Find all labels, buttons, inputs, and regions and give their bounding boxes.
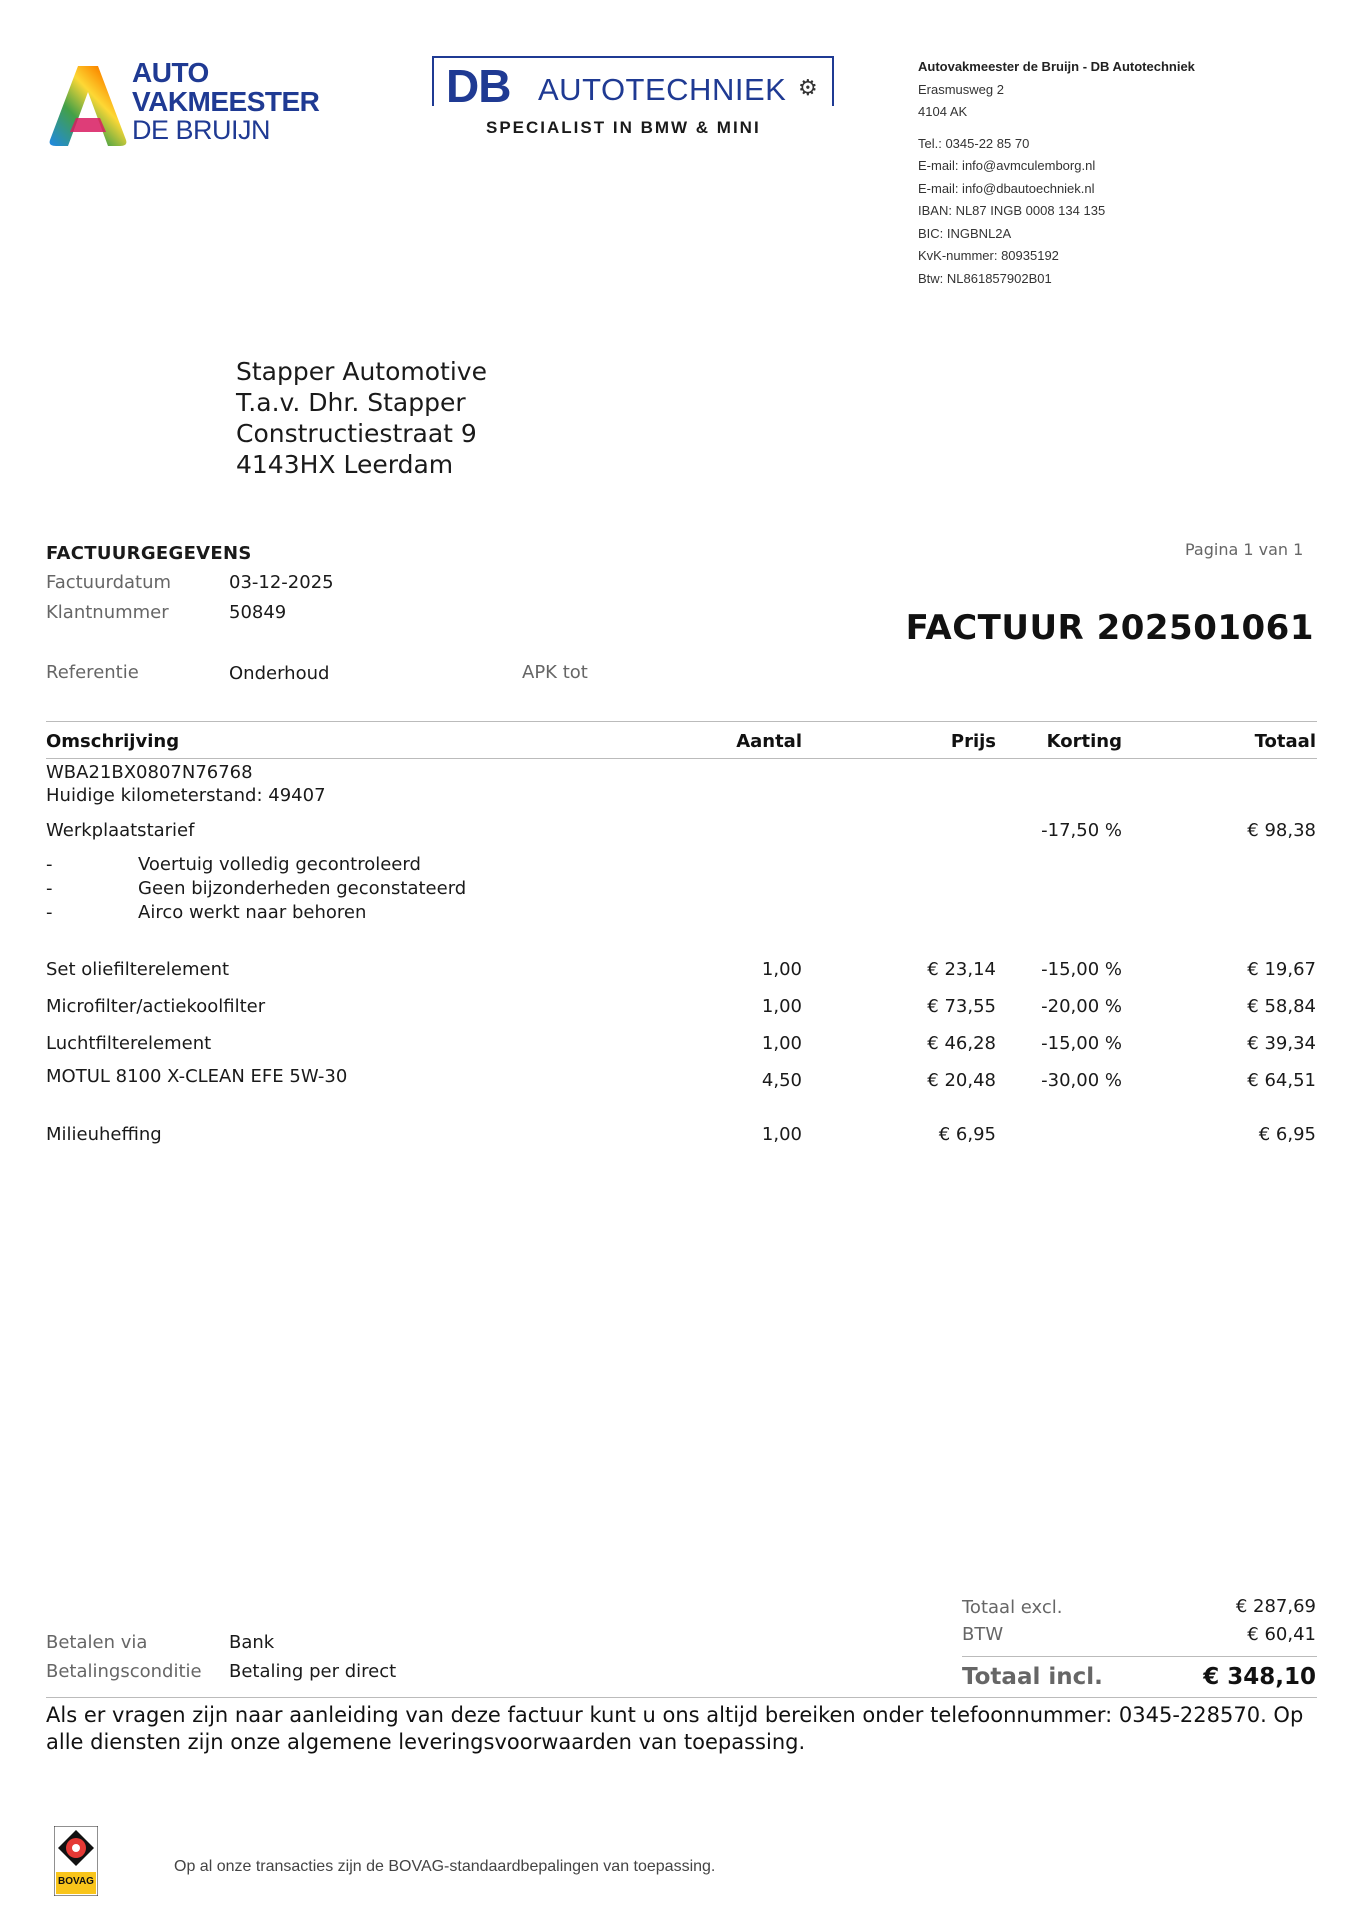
total-incl-label: Totaal incl.: [962, 1664, 1103, 1690]
bovag-footer-text: Op al onze transacties zijn de BOVAG-standaardbepalingen van toepassing.: [174, 1858, 716, 1875]
apk-label: APK tot: [522, 662, 588, 683]
fee-price: € 6,95: [938, 1124, 996, 1145]
logo-text-db: DB: [446, 60, 511, 112]
labour-total: € 98,38: [1247, 820, 1316, 841]
table-row: [0, 820, 1356, 846]
bovag-logo: [54, 1826, 98, 1896]
bovag-label: BOVAG: [58, 1876, 94, 1887]
item-description: Luchtfilterelement: [46, 1033, 212, 1054]
item-total: € 19,67: [1247, 959, 1316, 980]
footer-divider: [46, 1697, 1317, 1698]
item-qty: 1,00: [761, 1033, 802, 1054]
logo-text-autotechniek: AUTOTECHNIEK: [538, 72, 787, 107]
invoice-date-label: Factuurdatum: [46, 572, 172, 593]
item-price: € 23,14: [927, 959, 996, 980]
table-top-divider: [46, 721, 1317, 722]
table-row: [0, 1066, 1356, 1092]
company-btw: Btw: NL861857902B01: [918, 270, 1052, 286]
item-description: Microfilter/actiekoolfilter: [46, 996, 266, 1017]
item-price: € 73,55: [927, 996, 996, 1017]
total-incl: € 348,10: [1203, 1664, 1316, 1690]
list-item: - Geen bijzonderheden geconstateerd: [46, 878, 467, 899]
pay-via-label: Betalen via: [46, 1632, 148, 1653]
item-description: MOTUL 8100 X-CLEAN EFE 5W-30: [46, 1066, 348, 1087]
fee-total: € 6,95: [1258, 1124, 1316, 1145]
item-price: € 20,48: [927, 1070, 996, 1091]
btw-amount: € 60,41: [1247, 1624, 1316, 1645]
fee-description: Milieuheffing: [46, 1124, 162, 1145]
item-discount: -30,00 %: [1041, 1070, 1122, 1091]
page-indicator: Pagina 1 van 1: [1185, 540, 1304, 559]
db-autotechniek-logo: [432, 56, 838, 140]
logo-subtitle: SPECIALIST IN BMW & MINI: [486, 118, 761, 137]
list-item: - Voertuig volledig gecontroleerd: [46, 854, 421, 875]
invoice-details-title: FACTUURGEGEVENS: [46, 543, 252, 564]
company-kvk: KvK-nummer: 80935192: [918, 248, 1059, 263]
labour-description: Werkplaatstarief: [46, 820, 195, 841]
company-name: Autovakmeester de Bruijn - DB Autotechniek: [918, 59, 1195, 74]
company-iban: IBAN: NL87 INGB 0008 134 135: [918, 203, 1106, 218]
item-discount: -20,00 %: [1041, 996, 1122, 1017]
company-email-2: E-mail: info@dbautoechniek.nl: [918, 180, 1095, 196]
note-text: Geen bijzonderheden geconstateerd: [138, 878, 467, 899]
company-street: Erasmusweg 2: [918, 81, 1004, 97]
vehicle-vin: WBA21BX0807N76768: [46, 762, 253, 783]
company-postal: 4104 AK: [918, 104, 968, 119]
col-header-discount: Korting: [1046, 731, 1122, 752]
reference-label: Referentie: [46, 662, 139, 683]
logo-text-auto: AUTO: [132, 57, 209, 88]
gear-icon: ⚙: [798, 76, 818, 101]
item-qty: 4,50: [761, 1070, 802, 1091]
pay-condition-value: Betaling per direct: [229, 1661, 397, 1682]
logo-text-vakmeester: VAKMEESTER: [132, 86, 320, 117]
total-excl-label: Totaal excl.: [962, 1597, 1063, 1618]
list-item: - Airco werkt naar behoren: [46, 902, 367, 923]
logo-text-de-bruijn: DE BRUIJN: [132, 115, 271, 145]
note-text: Voertuig volledig gecontroleerd: [138, 854, 421, 875]
btw-label: BTW: [962, 1624, 1004, 1645]
item-total: € 58,84: [1247, 996, 1316, 1017]
invoice-title: FACTUUR 202501061: [905, 608, 1314, 648]
invoice-date: 03-12-2025: [229, 572, 334, 593]
col-header-qty: Aantal: [736, 731, 802, 752]
item-description: Set oliefilterelement: [46, 959, 230, 980]
company-bic: BIC: INGBNL2A: [918, 225, 1012, 241]
company-info: [918, 56, 1195, 290]
table-row: [0, 1124, 1356, 1150]
totals-divider: [962, 1656, 1317, 1657]
autovakmeester-logo: [48, 58, 348, 148]
table-row: [0, 959, 1356, 985]
recipient-address: [236, 356, 487, 480]
table-header-divider: [46, 758, 1317, 759]
recipient-attn: T.a.v. Dhr. Stapper: [236, 388, 466, 417]
fee-qty: 1,00: [761, 1124, 802, 1145]
company-tel: Tel.: 0345-22 85 70: [918, 135, 1030, 151]
reference-value: Onderhoud: [229, 663, 330, 684]
vehicle-mileage: Huidige kilometerstand: 49407: [46, 785, 326, 806]
table-row: [0, 1033, 1356, 1059]
labour-discount: -17,50 %: [1041, 820, 1122, 841]
item-qty: 1,00: [761, 959, 802, 980]
customer-number-label: Klantnummer: [46, 602, 169, 623]
col-header-price: Prijs: [950, 731, 996, 752]
rainbow-a-icon: [48, 62, 128, 148]
note-text: Airco werkt naar behoren: [138, 902, 367, 923]
pay-condition-label: Betalingsconditie: [46, 1661, 202, 1682]
col-header-total: Totaal: [1254, 731, 1316, 752]
item-discount: -15,00 %: [1041, 1033, 1122, 1054]
recipient-name: Stapper Automotive: [236, 357, 487, 386]
table-row: [0, 996, 1356, 1022]
recipient-street: Constructiestraat 9: [236, 419, 477, 448]
disclaimer-text: Als er vragen zijn naar aanleiding van deze factuur kunt u ons altijd bereiken onder telefoonnummer: 0345-228570. Op alle diensten zijn onze algemene leveringsvoorwaarden van toepassing.: [46, 1703, 1304, 1754]
col-header-description: Omschrijving: [46, 731, 180, 752]
item-qty: 1,00: [761, 996, 802, 1017]
total-excl: € 287,69: [1235, 1596, 1316, 1617]
item-total: € 39,34: [1247, 1033, 1316, 1054]
recipient-city: 4143HX Leerdam: [236, 450, 454, 479]
pay-via-value: Bank: [229, 1632, 275, 1653]
item-total: € 64,51: [1247, 1070, 1316, 1091]
vehicle-mileage-row: [0, 785, 1356, 811]
company-email-1: E-mail: info@avmculemborg.nl: [918, 158, 1096, 173]
item-price: € 46,28: [927, 1033, 996, 1054]
item-discount: -15,00 %: [1041, 959, 1122, 980]
customer-number: 50849: [229, 602, 287, 623]
